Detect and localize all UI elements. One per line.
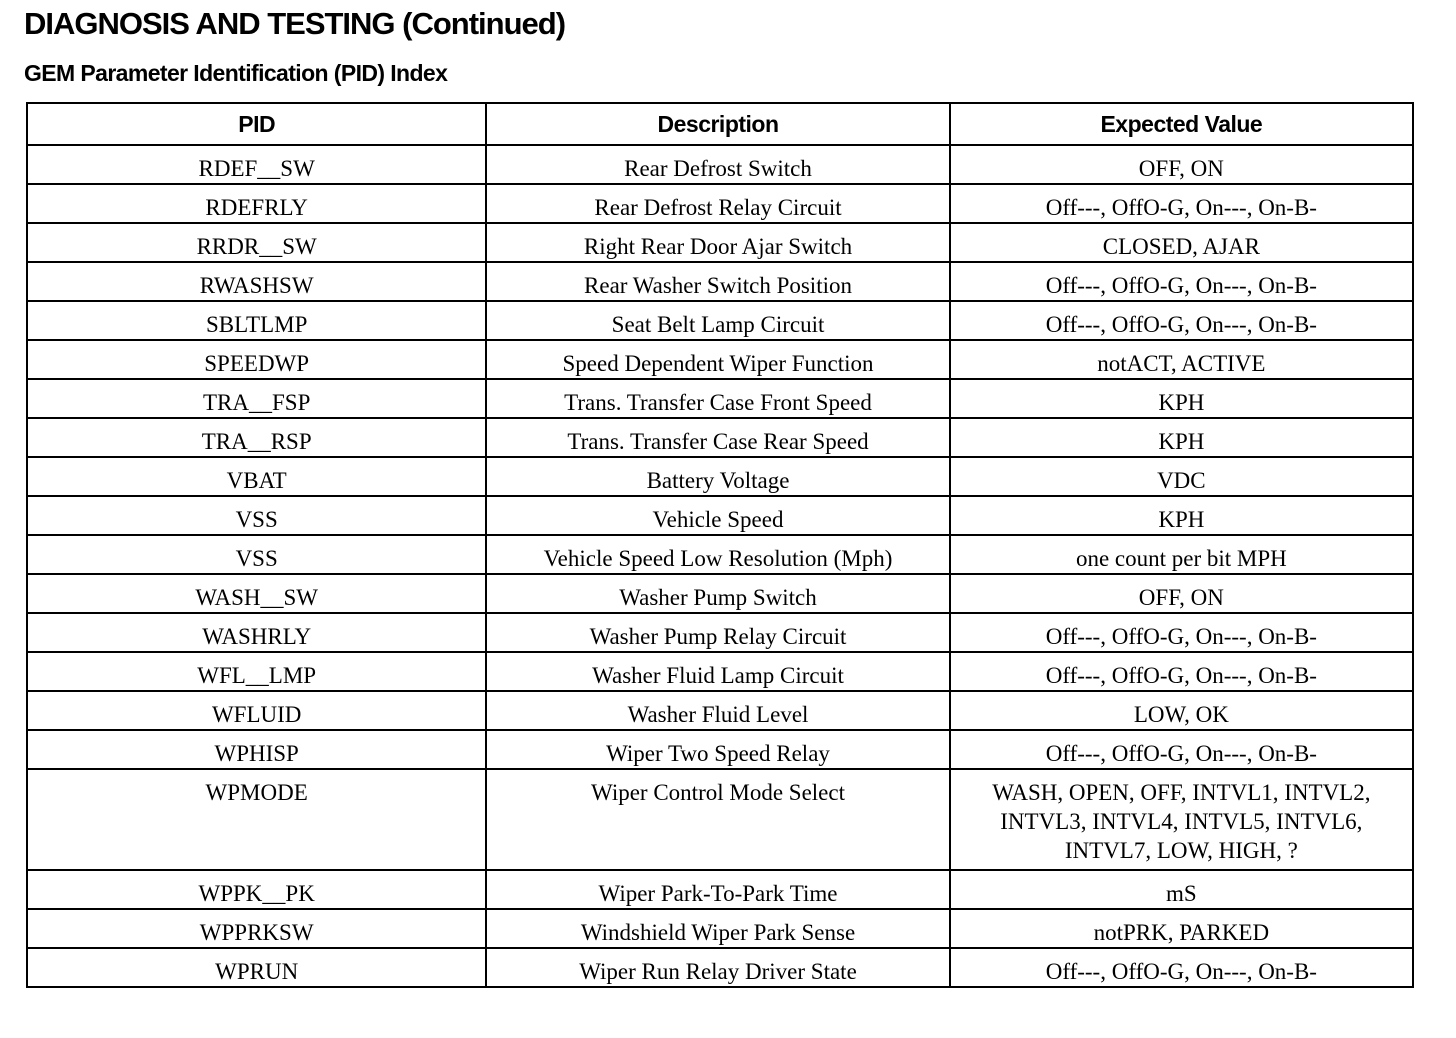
table-row [27, 870, 1413, 909]
pid-cell: VSS [27, 535, 486, 574]
table-row [27, 379, 1413, 418]
expected-value-cell: notPRK, PARKED [950, 909, 1413, 948]
table-row [27, 301, 1413, 340]
expected-value-cell: CLOSED, AJAR [950, 223, 1413, 262]
table-row [27, 769, 1413, 870]
pid-cell: WPRUN [27, 948, 486, 987]
expected-value-cell: Off---, OffO-G, On---, On-B- [950, 652, 1413, 691]
pid-cell: WASH__SW [27, 574, 486, 613]
table-row [27, 652, 1413, 691]
description-cell: Wiper Run Relay Driver State [486, 948, 949, 987]
expected-value-cell: WASH, OPEN, OFF, INTVL1, INTVL2, INTVL3, INTVL4, INTVL5, INTVL6, INTVL7, LOW, HIGH, ? [950, 769, 1413, 870]
description-cell: Rear Washer Switch Position [486, 262, 949, 301]
pid-cell: WFL__LMP [27, 652, 486, 691]
pid-index-table [26, 102, 1414, 988]
table-row [27, 184, 1413, 223]
table-row [27, 223, 1413, 262]
pid-cell: RDEFRLY [27, 184, 486, 223]
pid-cell: WPHISP [27, 730, 486, 769]
pid-cell: TRA__RSP [27, 418, 486, 457]
table-row [27, 730, 1413, 769]
table-row [27, 948, 1413, 987]
expected-value-cell: OFF, ON [950, 145, 1413, 184]
expected-value-cell: VDC [950, 457, 1413, 496]
description-cell: Washer Pump Relay Circuit [486, 613, 949, 652]
table-row [27, 691, 1413, 730]
pid-cell: SPEEDWP [27, 340, 486, 379]
description-cell: Wiper Control Mode Select [486, 769, 949, 870]
pid-cell: WPPRKSW [27, 909, 486, 948]
column-header-expected-value: Expected Value [950, 103, 1413, 145]
pid-cell: RDEF__SW [27, 145, 486, 184]
description-cell: Vehicle Speed [486, 496, 949, 535]
expected-value-cell: notACT, ACTIVE [950, 340, 1413, 379]
table-row [27, 145, 1413, 184]
expected-value-cell: Off---, OffO-G, On---, On-B- [950, 948, 1413, 987]
expected-value-cell: Off---, OffO-G, On---, On-B- [950, 184, 1413, 223]
expected-value-cell: OFF, ON [950, 574, 1413, 613]
expected-value-cell: Off---, OffO-G, On---, On-B- [950, 613, 1413, 652]
pid-cell: WPPK__PK [27, 870, 486, 909]
column-header-description: Description [486, 103, 949, 145]
description-cell: Trans. Transfer Case Front Speed [486, 379, 949, 418]
description-cell: Right Rear Door Ajar Switch [486, 223, 949, 262]
table-row [27, 535, 1413, 574]
description-cell: Windshield Wiper Park Sense [486, 909, 949, 948]
expected-value-cell: mS [950, 870, 1413, 909]
expected-value-cell: Off---, OffO-G, On---, On-B- [950, 730, 1413, 769]
description-cell: Wiper Two Speed Relay [486, 730, 949, 769]
description-cell: Washer Fluid Level [486, 691, 949, 730]
description-cell: Rear Defrost Relay Circuit [486, 184, 949, 223]
description-cell: Trans. Transfer Case Rear Speed [486, 418, 949, 457]
description-cell: Vehicle Speed Low Resolution (Mph) [486, 535, 949, 574]
section-title: GEM Parameter Identification (PID) Index [24, 60, 448, 86]
expected-value-cell: LOW, OK [950, 691, 1413, 730]
expected-value-cell: KPH [950, 496, 1413, 535]
expected-value-cell: KPH [950, 418, 1413, 457]
description-cell: Rear Defrost Switch [486, 145, 949, 184]
pid-cell: VSS [27, 496, 486, 535]
table-row [27, 496, 1413, 535]
pid-cell: RRDR__SW [27, 223, 486, 262]
table-row [27, 262, 1413, 301]
table-row [27, 340, 1413, 379]
expected-value-cell: Off---, OffO-G, On---, On-B- [950, 301, 1413, 340]
expected-value-cell: Off---, OffO-G, On---, On-B- [950, 262, 1413, 301]
description-cell: Wiper Park-To-Park Time [486, 870, 949, 909]
description-cell: Battery Voltage [486, 457, 949, 496]
description-cell: Seat Belt Lamp Circuit [486, 301, 949, 340]
column-header-pid: PID [27, 103, 486, 145]
pid-cell: SBLTLMP [27, 301, 486, 340]
table-row [27, 613, 1413, 652]
pid-cell: WASHRLY [27, 613, 486, 652]
pid-cell: RWASHSW [27, 262, 486, 301]
pid-cell: WFLUID [27, 691, 486, 730]
expected-value-cell: one count per bit MPH [950, 535, 1413, 574]
expected-value-cell: KPH [950, 379, 1413, 418]
pid-cell: TRA__FSP [27, 379, 486, 418]
table-header-row [27, 103, 1413, 145]
description-cell: Speed Dependent Wiper Function [486, 340, 949, 379]
page-title: DIAGNOSIS AND TESTING (Continued) [24, 6, 566, 41]
pid-cell: VBAT [27, 457, 486, 496]
table-row [27, 909, 1413, 948]
table-row [27, 457, 1413, 496]
table-row [27, 574, 1413, 613]
description-cell: Washer Fluid Lamp Circuit [486, 652, 949, 691]
description-cell: Washer Pump Switch [486, 574, 949, 613]
pid-cell: WPMODE [27, 769, 486, 870]
table-row [27, 418, 1413, 457]
